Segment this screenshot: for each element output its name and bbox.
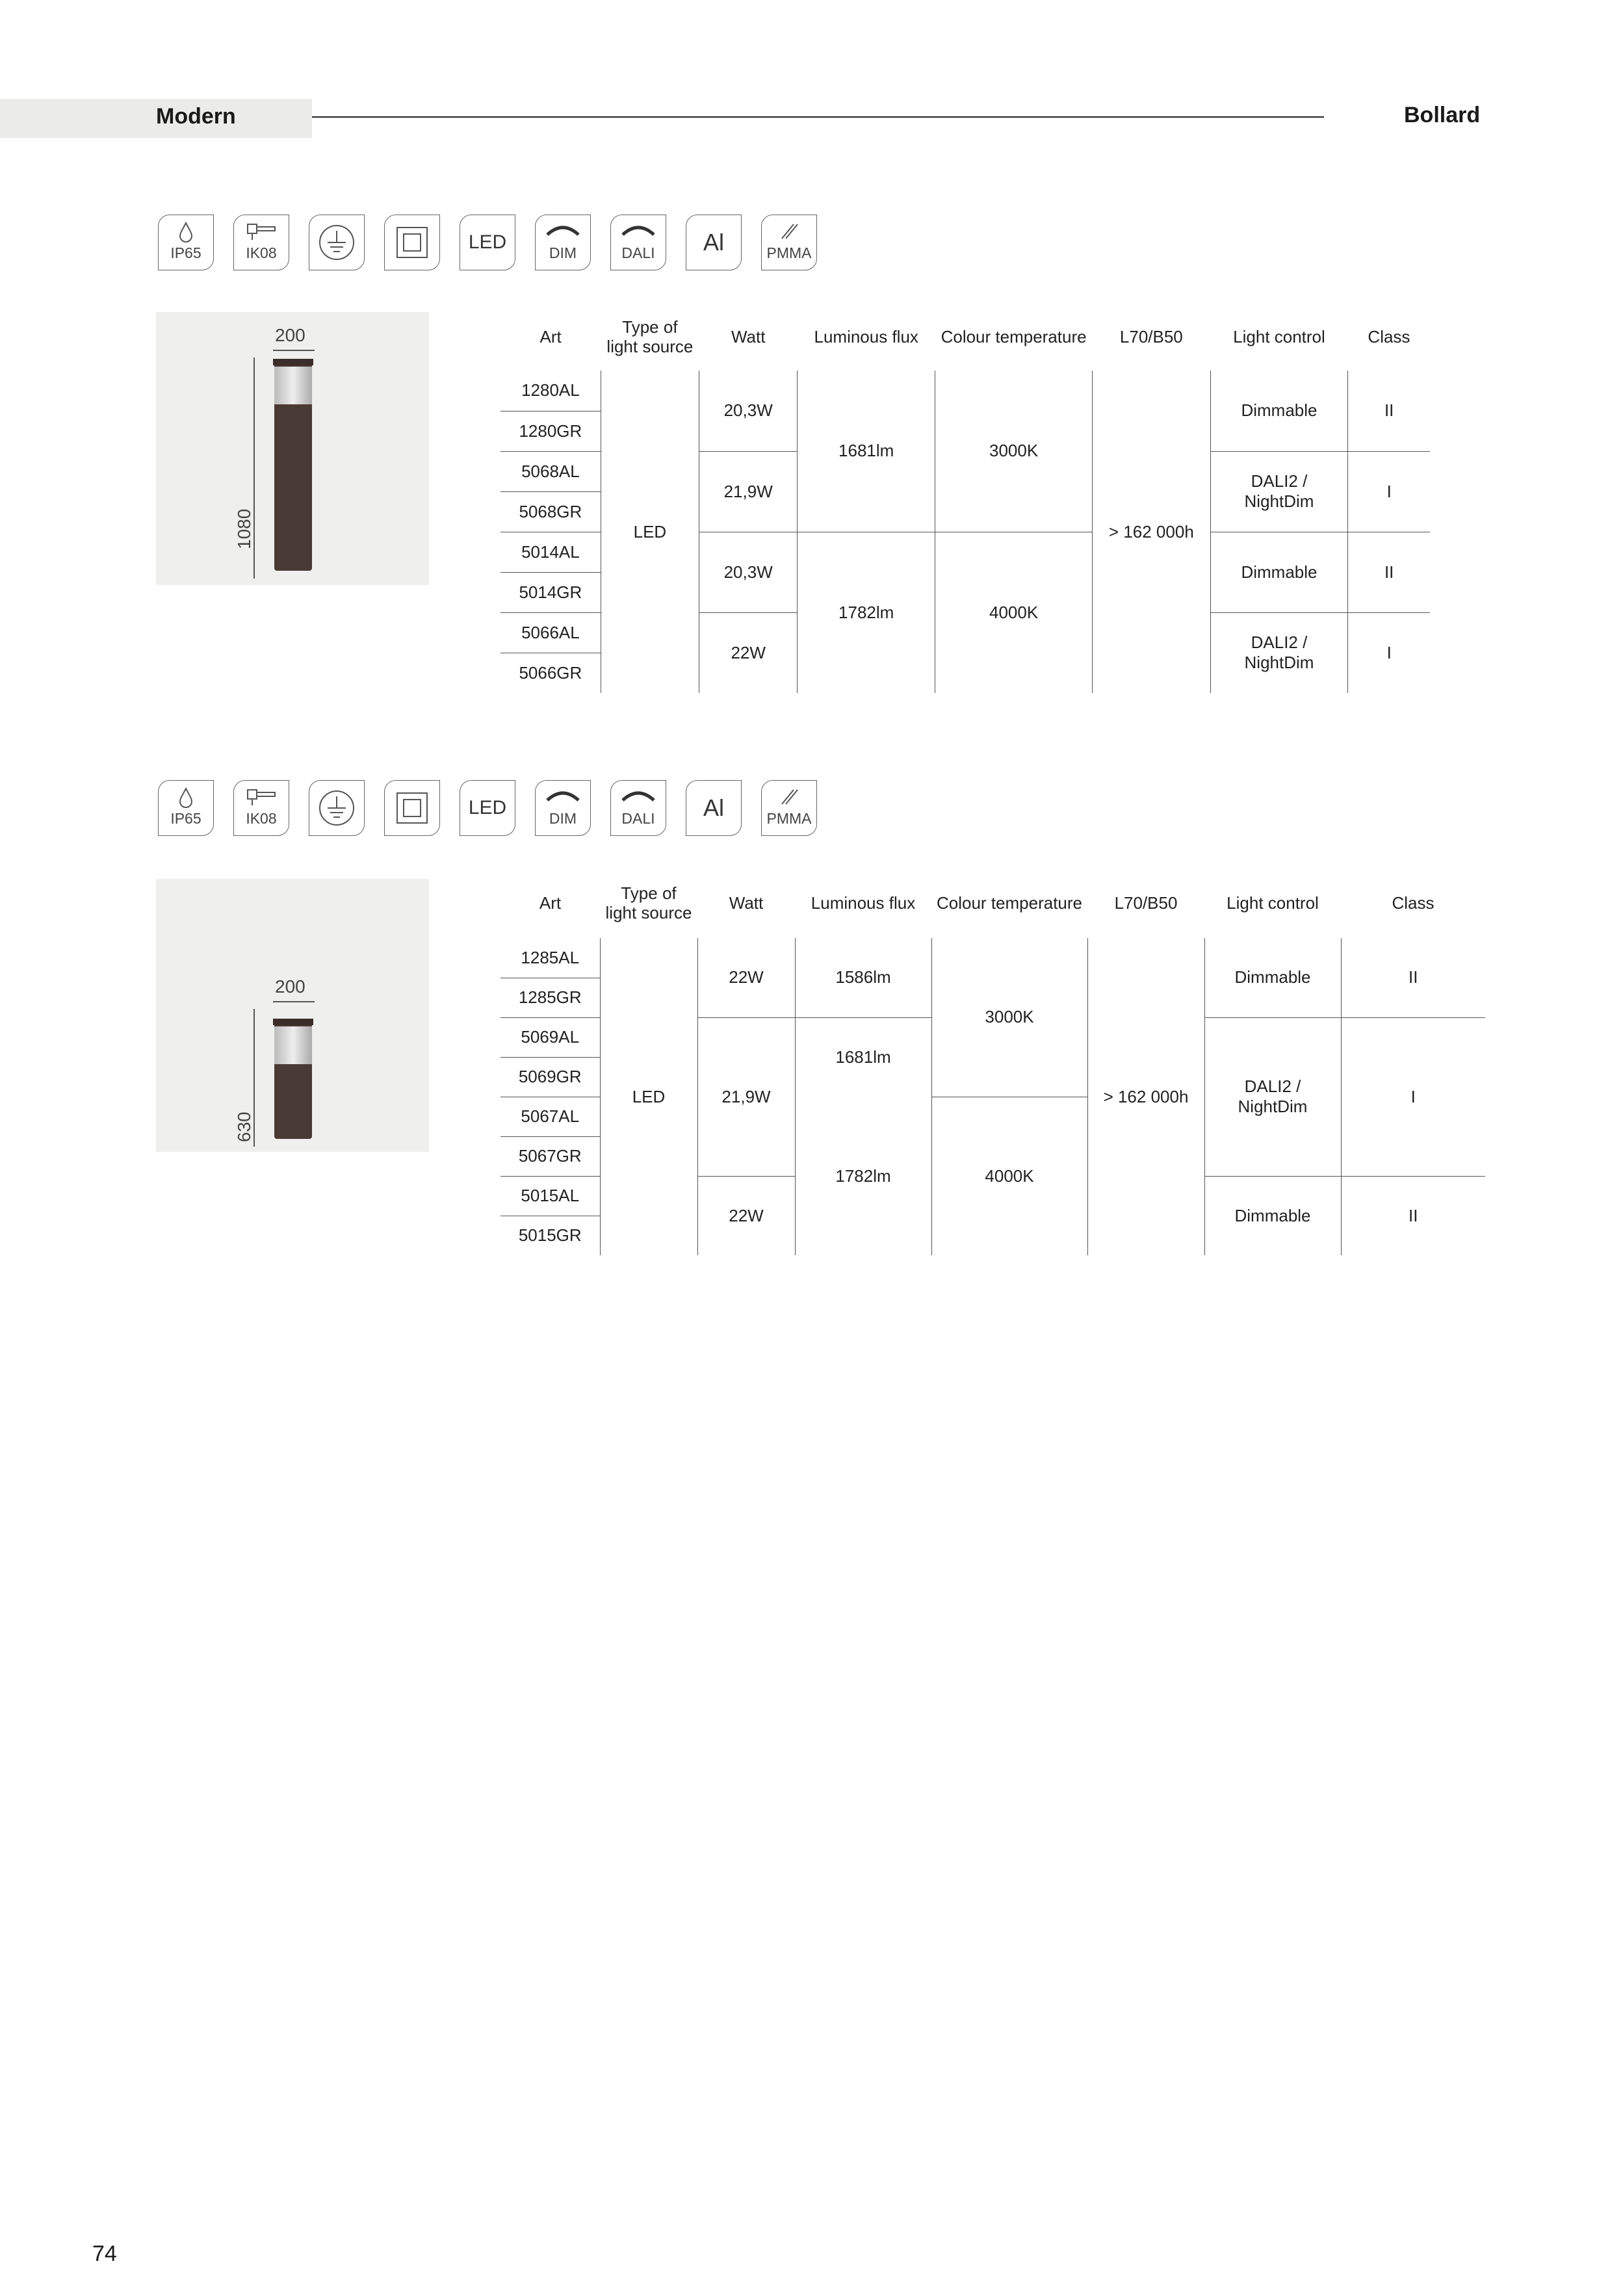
table-cell-control: Dimmable [1204, 1176, 1341, 1255]
col-type: Type of light source [606, 317, 694, 356]
table-cell-flux: 1586lm [795, 938, 931, 1017]
table-cell-art: 5069GR [500, 1057, 600, 1097]
table-cell-flux: 1782lm [798, 532, 935, 693]
table-cell-control: Dimmable [1210, 532, 1348, 612]
col-colour: Colour temperature [937, 893, 1082, 913]
table-cell-watt: 22W [697, 938, 795, 1017]
table-cell-colour: 3000K [935, 371, 1093, 532]
dim-width: 200 [275, 976, 305, 997]
class2-icon [384, 780, 440, 836]
table-cell-flux: 1681lm [798, 371, 935, 532]
led-icon: LED [460, 215, 515, 270]
spec-table-2 [500, 868, 1485, 1255]
table-cell-control: DALI2 / NightDim [1210, 451, 1348, 532]
table-cell-art: 5015AL [500, 1176, 600, 1216]
category-title: Bollard [1404, 103, 1481, 127]
table-cell-class: II [1348, 532, 1430, 612]
bollard-image [274, 359, 312, 571]
table-cell-art: 5014GR [500, 572, 601, 612]
table-cell-life: > 162 000h [1093, 371, 1211, 693]
table-cell-class: I [1341, 1017, 1485, 1176]
dali-icon: DALI [610, 780, 666, 836]
table-cell-art: 5066GR [500, 653, 601, 693]
col-flux: Luminous flux [811, 893, 916, 913]
table-cell-watt: 20,3W [699, 532, 798, 612]
col-colour: Colour temperature [941, 326, 1087, 346]
table-cell-art: 5015GR [500, 1216, 600, 1255]
table-cell-class: II [1341, 1176, 1485, 1255]
aluminium-icon: Al [686, 215, 742, 270]
table-cell-art: 1285AL [521, 947, 580, 967]
col-art: Art [539, 893, 562, 913]
table-cell-watt: 20,3W [699, 371, 798, 451]
page-number: 74 [92, 2241, 117, 2266]
class2-icon [384, 215, 440, 270]
dim-icon: DIM [535, 215, 591, 270]
table-cell-control: Dimmable [1210, 371, 1348, 451]
header-rule [312, 116, 1324, 118]
col-control: Light control [1227, 893, 1319, 913]
table-cell-watt: 21,9W [699, 451, 798, 532]
table-cell-class: II [1348, 371, 1430, 451]
col-class: Class [1368, 326, 1410, 346]
led-icon: LED [460, 780, 515, 836]
table-cell-colour: 4000K [935, 532, 1093, 693]
drop-icon: IP65 [158, 780, 214, 836]
table-cell-class: I [1348, 612, 1430, 693]
table-cell-art: 5068GR [500, 491, 601, 532]
dim-height: 630 [234, 1112, 254, 1142]
pmma-icon: PMMA [761, 215, 817, 270]
col-type: Type of light source [605, 883, 692, 922]
col-life: L70/B50 [1114, 893, 1178, 913]
table-cell-art: 1280GR [500, 411, 601, 451]
ground-icon [309, 215, 365, 270]
dali-icon: DALI [610, 215, 666, 270]
table-cell-flux: 1681lm [795, 1017, 931, 1097]
product-image-2 [156, 879, 429, 1152]
table-cell-art: 5069AL [500, 1017, 600, 1057]
table-cell-control: Dimmable [1204, 938, 1341, 1017]
table-cell-control: DALI2 / NightDim [1210, 612, 1348, 693]
product-image-1 [156, 312, 429, 585]
dim-icon: DIM [535, 780, 591, 836]
spec-table-1 [500, 302, 1430, 693]
col-class: Class [1392, 893, 1435, 913]
aluminium-icon: Al [686, 780, 742, 836]
table-cell-control: DALI2 / NightDim [1204, 1017, 1341, 1176]
col-watt: Watt [731, 326, 766, 346]
ground-icon [309, 780, 365, 836]
col-control: Light control [1233, 326, 1325, 346]
table-cell-watt: 21,9W [697, 1017, 795, 1176]
table-cell-art: 1280AL [521, 380, 580, 400]
table-cell-colour: 4000K [931, 1097, 1087, 1255]
col-art: Art [539, 326, 562, 346]
table-cell-flux: 1782lm [795, 1097, 931, 1255]
table-cell-art: 5068AL [500, 451, 601, 491]
hammer-icon: IK08 [233, 215, 289, 270]
table-cell-art: 5066AL [500, 612, 601, 653]
drop-icon: IP65 [158, 215, 214, 270]
dim-width-line [273, 350, 315, 351]
table-cell-class: I [1348, 451, 1430, 532]
bollard-image [274, 1019, 312, 1139]
table-cell-watt: 22W [697, 1176, 795, 1255]
col-life: L70/B50 [1119, 326, 1183, 346]
feature-icons-1 [158, 215, 817, 273]
feature-icons-2 [158, 780, 817, 839]
table-cell-type: LED [600, 938, 697, 1255]
section-title: Modern [156, 104, 236, 129]
dim-height: 1080 [234, 508, 254, 549]
table-cell-art: 5067GR [500, 1136, 600, 1176]
col-flux: Luminous flux [814, 326, 918, 346]
dim-width: 200 [275, 325, 305, 345]
table-cell-class: II [1341, 938, 1485, 1017]
table-cell-watt: 22W [699, 612, 798, 693]
hammer-icon: IK08 [233, 780, 289, 836]
table-cell-life: > 162 000h [1087, 938, 1204, 1255]
col-watt: Watt [729, 893, 764, 913]
table-cell-art: 5067AL [500, 1097, 600, 1136]
table-cell-colour: 3000K [931, 938, 1087, 1097]
pmma-icon: PMMA [761, 780, 817, 836]
table-cell-type: LED [601, 371, 699, 693]
table-cell-art: 5014AL [500, 532, 601, 572]
dim-width-line [273, 1001, 315, 1002]
table-cell-art: 1285GR [500, 978, 600, 1017]
